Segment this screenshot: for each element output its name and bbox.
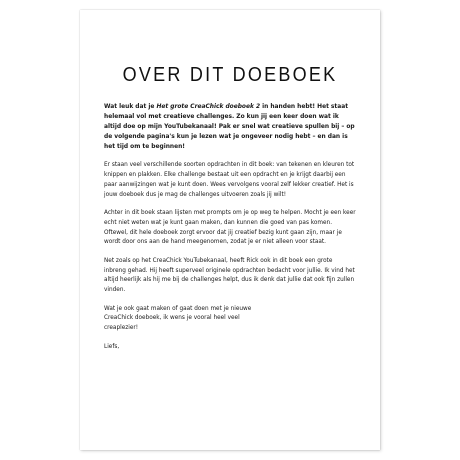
book-title-emphasis: Het grote CreaChick doeboek 2 [156,104,261,110]
body-paragraph-prompts: Achter in dit boek staan lijsten met prompts om je op weg te helpen. Mocht je een keer echt niet weten wat je kunt gaan maken, dan kunnen die goed van pas komen. Oftewel, dit hele doeboek zorgt ervoor dat jij creatief bezig kunt gaan zijn, maar je wordt door ons aan de hand meegenomen, zodat je er niet alleen voor staat. [104,209,356,246]
page-title: OVER DIT DOEBOEK [122,64,338,86]
intro-text-start: Wat leuk dat je [104,104,157,110]
intro-paragraph [104,102,356,152]
document-page [80,10,380,450]
signoff: Liefs, [104,343,120,350]
body-paragraph-rick: Net zoals op het CreaChick YouTubekanaal, heeft Rick ook in dit boek een grote inbreng gehad. Hij heeft superveel originele opdrachten bedacht voor jullie. Ik vind het altijd heerlijk als hij me bij de challenges helpt, dus ik denk dat jullie dat ook fijn zullen vinden. [104,257,355,294]
closing-paragraph: Wat je ook gaat maken of gaat doen met je nieuwe CreaChick doeboek, ik wens je vooral heel veel creaplezier! [104,305,252,332]
body-paragraph-assignments: Er staan veel verschillende soorten opdrachten in dit boek: van tekenen en kleuren tot knippen en plakken. Elke challenge bestaat uit een opdracht en je krijgt daarbij een paar aanwijzingen wat je kunt doen. Wees vervolgens vooral zelf lekker creatief. Het is jouw doeboek dus je mag de challenges uitvoeren zoals jij wilt! [104,162,355,198]
intro-text-end: in handen hebt! Het staat helemaal vol met creatieve challenges. Zo kun jij een keer doen wat ik altijd doe op mijn YouTubekanaal! Pak er snel wat creatieve spullen bij – op de volgende pagina's kun je lezen wat je ongeveer nodig hebt – en dan is het tijd om te beginnen! [104,104,355,150]
